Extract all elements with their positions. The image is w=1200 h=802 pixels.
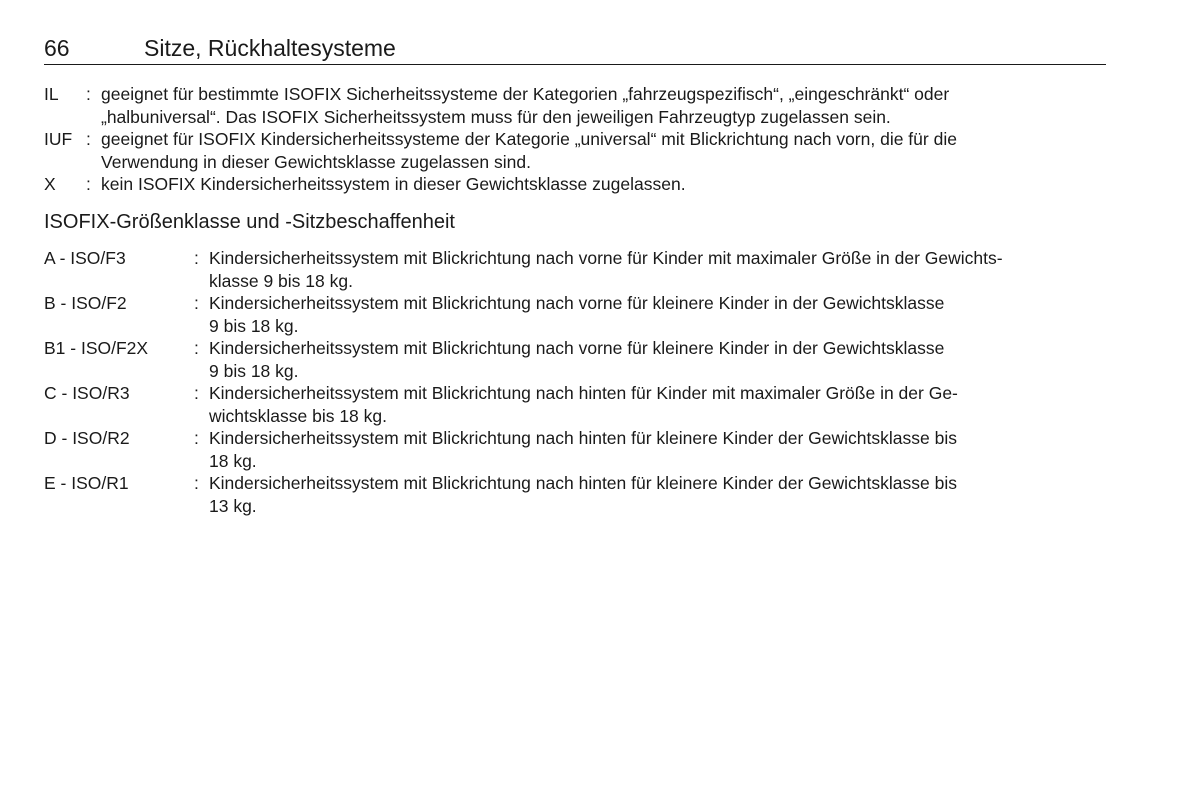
size-class-item-e — [44, 472, 1119, 517]
legend-code: IUF — [44, 129, 73, 149]
size-class-line: Kindersicherheitssystem mit Blickrichtung nach vorne für kleinere Kinder in der Gewichtsklasse — [209, 293, 945, 313]
size-class-separator: : — [194, 428, 199, 448]
size-class-description — [209, 472, 1119, 517]
size-class-description — [209, 427, 1119, 472]
size-class-item-d — [44, 427, 1119, 472]
size-class-line: 18 kg. — [209, 450, 257, 471]
legend-code: IL — [44, 84, 59, 104]
legend-line: „halbuniversal“. Das ISOFIX Sicherheitssystem muss für den jeweiligen Fahrzeugtyp zugelassen sein. — [101, 106, 891, 127]
size-class-line: wichtsklasse bis 18 kg. — [209, 405, 387, 426]
size-class-separator: : — [194, 473, 199, 493]
size-class-description — [209, 337, 1119, 382]
legend-code: X — [44, 174, 56, 194]
size-class-description — [209, 247, 1119, 292]
size-class-line: Kindersicherheitssystem mit Blickrichtung nach hinten für kleinere Kinder der Gewichtsklasse bis — [209, 428, 957, 448]
legend-line: Verwendung in dieser Gewichtsklasse zugelassen sind. — [101, 151, 531, 172]
section-heading: ISOFIX-Größenklasse und -Sitzbeschaffenheit — [44, 211, 455, 233]
legend-description — [101, 173, 1114, 196]
size-class-code: B1 - ISO/F2X — [44, 338, 149, 358]
size-class-code: C - ISO/R3 — [44, 383, 130, 403]
size-class-description — [209, 382, 1119, 427]
size-class-separator: : — [194, 293, 199, 313]
isofix-size-class-list — [44, 247, 1119, 517]
size-class-separator: : — [194, 383, 199, 403]
legend-line: kein ISOFIX Kindersicherheitssystem in dieser Gewichtsklasse zugelassen. — [101, 174, 686, 194]
size-class-separator: : — [194, 248, 199, 268]
size-class-separator: : — [194, 338, 199, 358]
page-number: 66 — [44, 35, 70, 61]
size-class-line: klasse 9 bis 18 kg. — [209, 270, 353, 291]
size-class-item-b — [44, 292, 1119, 337]
size-class-description — [209, 292, 1119, 337]
size-class-code: D - ISO/R2 — [44, 428, 130, 448]
size-class-line: 9 bis 18 kg. — [209, 315, 299, 336]
chapter-title: Sitze, Rückhaltesysteme — [144, 35, 396, 61]
page-header — [44, 32, 1106, 65]
legend-item-x — [44, 173, 1114, 196]
size-class-item-c — [44, 382, 1119, 427]
legend-item-iuf — [44, 128, 1114, 173]
size-class-line: Kindersicherheitssystem mit Blickrichtung nach vorne für Kinder mit maximaler Größe in der Gewichts- — [209, 248, 1003, 268]
size-class-code: B - ISO/F2 — [44, 293, 127, 313]
size-class-line: 13 kg. — [209, 495, 257, 516]
legend-item-il — [44, 83, 1114, 128]
size-class-line: Kindersicherheitssystem mit Blickrichtung nach hinten für kleinere Kinder der Gewichtsklasse bis — [209, 473, 957, 493]
legend-separator: : — [86, 174, 91, 194]
size-class-item-a — [44, 247, 1119, 292]
legend-description — [101, 83, 1114, 128]
size-class-item-b1 — [44, 337, 1119, 382]
legend-separator: : — [86, 84, 91, 104]
size-class-line: 9 bis 18 kg. — [209, 360, 299, 381]
size-class-code: E - ISO/R1 — [44, 473, 129, 493]
size-class-line: Kindersicherheitssystem mit Blickrichtung nach vorne für kleinere Kinder in der Gewichtsklasse — [209, 338, 945, 358]
size-class-line: Kindersicherheitssystem mit Blickrichtung nach hinten für Kinder mit maximaler Größe in der Ge- — [209, 383, 958, 403]
legend-description — [101, 128, 1114, 173]
size-class-code: A - ISO/F3 — [44, 248, 126, 268]
legend-line: geeignet für ISOFIX Kindersicherheitssysteme der Kategorie „universal“ mit Blickrichtung nach vorn, die für die — [101, 129, 957, 149]
isofix-legend — [44, 83, 1114, 196]
legend-line: geeignet für bestimmte ISOFIX Sicherheitssysteme der Kategorien „fahrzeugspezifisch“, „eingeschränkt“ oder — [101, 84, 950, 104]
legend-separator: : — [86, 129, 91, 149]
